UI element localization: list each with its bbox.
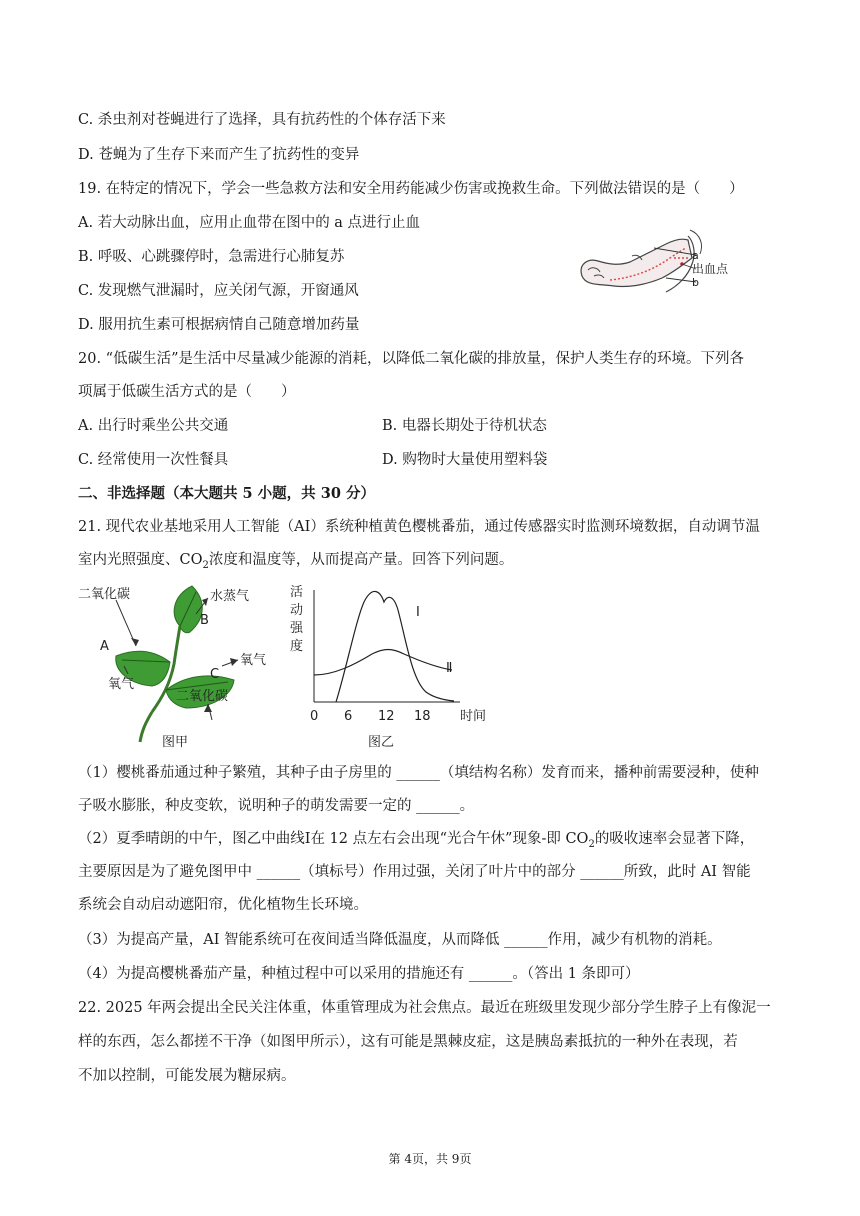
arm-bleeding-figure [570, 228, 745, 298]
fig19-label-b: b [692, 276, 699, 289]
fig-yi-curve1-label: Ⅰ [416, 605, 420, 620]
q21-stem-line2: 室内光照强度、$CO_2$浓度和温度等，从而提高产量。回答下列问题。 [78, 552, 514, 571]
q19-option-d: D. 服用抗生素可根据病情自己随意增加药量 [78, 317, 360, 333]
fig-jia-caption: 图甲 [162, 735, 189, 750]
q21-stem-line1: 21. 现代农业基地采用人工智能（AI）系统种植黄色樱桃番茄，通过传感器实时监测环境数据，自动调节温 [78, 519, 760, 535]
fig-jia-label-co2-top: 二氧化碳 [78, 587, 131, 602]
fig-yi-curve2-label: Ⅱ [446, 661, 453, 676]
q21-part1-line1: （1）樱桃番茄通过种子繁殖，其种子由子房里的 ______（填结构名称）发育而来，播种前需要浸种，使种 [78, 765, 759, 781]
q22-line3: 不加以控制，可能发展为糖尿病。 [78, 1068, 296, 1084]
fig-yi-ylabel-1: 活 [290, 585, 304, 600]
fig-yi-ylabel-4: 度 [290, 639, 304, 654]
q20-option-d: D. 购物时大量使用塑料袋 [382, 452, 548, 468]
fig-jia-label-b: B [200, 613, 209, 628]
q20-stem-line1: 20. “低碳生活”是生活中尽量减少能源的消耗，以降低二氧化碳的排放量，保护人类生存的环境。下列各 [78, 351, 744, 367]
q22-line1: 22. 2025 年两会提出全民关注体重，体重管理成为社会焦点。最近在班级里发现少部分学生脖子上有像泥一 [78, 1000, 771, 1016]
fig-jia-label-o2-right: 氧气 [240, 653, 267, 668]
q21-part3: （3）为提高产量，AI 智能系统可在夜间适当降低温度，从而降低 ______作用，减少有机物的消耗。 [78, 932, 722, 948]
fig-jia-label-water-vapor: 水蒸气 [210, 589, 250, 604]
fig-yi-caption: 图乙 [368, 735, 395, 750]
q19-stem: 19. 在特定的情况下，学会一些急救方法和安全用药能减少伤害或挽救生命。下列做法错误的是（ ） [78, 181, 744, 197]
fig-jia-label-a: A [100, 639, 109, 654]
q20-option-b: B. 电器长期处于待机状态 [382, 418, 547, 434]
q21-part2-line1: （2）夏季晴朗的中午，图乙中曲线Ⅰ在 12 点左右会出现“光合午休”现象-即 $CO_2$的吸收速率会显著下降， [78, 831, 755, 850]
q18-option-d: D. 苍蝇为了生存下来而产生了抗药性的变异 [78, 147, 360, 163]
fig-yi-xtick-12: 12 [378, 709, 395, 724]
q22-line2: 样的东西，怎么都搓不干净（如图甲所示），这有可能是黑棘皮症，这是胰岛素抵抗的一种外在表现，若 [78, 1034, 738, 1050]
section2-title: 二、非选择题（本大题共 5 小题，共 30 分） [78, 485, 375, 502]
fig-yi-ylabel-2: 动 [290, 603, 304, 618]
q19-option-a: A. 若大动脉出血，应用止血带在图中的 a 点进行止血 [78, 215, 421, 231]
q19-option-c: C. 发现燃气泄漏时，应关闭气源，开窗通风 [78, 283, 359, 299]
fig-yi-xtick-18: 18 [414, 709, 431, 724]
fig-yi-xtick-0: 0 [310, 709, 319, 724]
activity-chart-yi [284, 580, 504, 752]
page-number-footer: 第 4页，共 9页 [388, 1152, 472, 1166]
fig-jia-label-c: C [210, 667, 220, 682]
fig19-label-a: a [692, 249, 699, 262]
q21-part4: （4）为提高樱桃番茄产量，种植过程中可以采用的措施还有 ______。（答出 1 条即可） [78, 966, 640, 982]
fig-jia-label-o2-left: 氧气 [108, 677, 135, 692]
leaf-figure-jia [74, 580, 274, 752]
q21-part2-line3: 系统会自动启动遮阳帘，优化植物生长环境。 [78, 897, 368, 913]
q18-option-c: C. 杀虫剂对苍蝇进行了选择，具有抗药性的个体存活下来 [78, 112, 446, 128]
fig19-label-bleed-point: 出血点 [692, 262, 729, 276]
q19-option-b: B. 呼吸、心跳骤停时，急需进行心肺复苏 [78, 249, 345, 265]
q21-part1-line2: 子吸水膨胀，种皮变软，说明种子的萌发需要一定的 ______。 [78, 798, 475, 814]
q20-option-a: A. 出行时乘坐公共交通 [78, 418, 229, 434]
fig-jia-label-co2-bottom: 二氧化碳 [176, 689, 229, 704]
fig-yi-xlabel: 时间 [460, 709, 487, 724]
fig-yi-ylabel-3: 强 [290, 621, 304, 636]
q21-part2-line2: 主要原因是为了避免图甲中 ______（填标号）作用过强，关闭了叶片中的部分 ______所致，此时 AI 智能 [78, 864, 751, 880]
fig-yi-xtick-6: 6 [344, 709, 353, 724]
q20-option-c: C. 经常使用一次性餐具 [78, 452, 229, 468]
q20-stem-line2: 项属于低碳生活方式的是（ ） [78, 384, 296, 400]
